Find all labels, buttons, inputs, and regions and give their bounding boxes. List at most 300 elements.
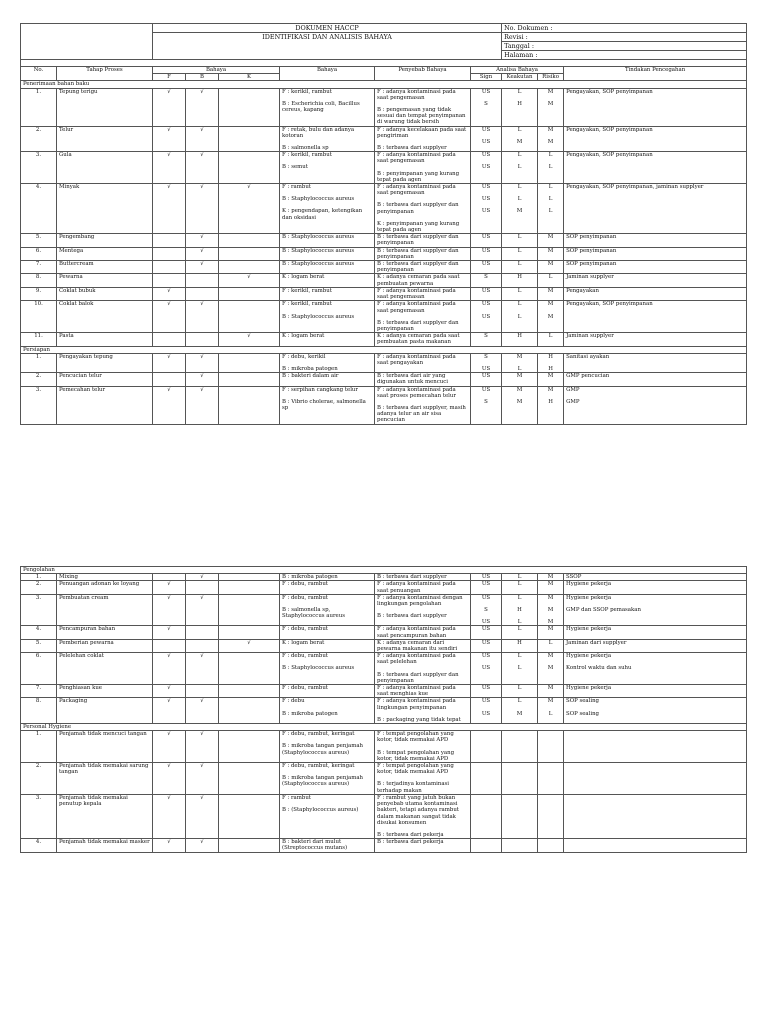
row-penyebab-line: B : terbawa dari supplyer dan penyimpanan [377,671,459,684]
row-sign-line: US [481,138,491,145]
row-penyebab-line: F : adanya kontaminasi dengan lingkungan pengolahan [377,594,463,608]
row-sign [471,234,502,247]
row-k [219,839,280,852]
row-k-line: √ [247,274,251,281]
row-no [21,88,57,126]
row-bahaya-line: B : mikroba patogen [282,365,338,372]
row-k [219,88,280,126]
row-f [153,839,186,852]
table-row [21,731,747,763]
row-b-line: √ [200,373,204,380]
row-penyebab-line: F : adanya kontaminasi pada saat pencampuran bahan [377,626,456,639]
meta-date: Tanggal : [502,42,747,51]
row-keakutan [502,184,538,234]
row-f-line: √ [167,685,171,692]
row-risiko-line: L [548,196,553,203]
row-sign [471,581,502,594]
row-penyebab [375,247,471,260]
row-no-line: 1. [35,731,42,738]
row-keakutan-line: L [517,685,522,692]
row-sign-line: S [484,333,488,340]
row-no-line: 8. [35,274,42,281]
row-bahaya-line: B : (Staphylococcus aureus) [282,807,359,814]
table-row [21,386,747,424]
row-tindakan [564,247,747,260]
row-tahap-line: Telur [59,126,74,133]
row-bahaya-line: B : Staphylococcus aureus [282,261,355,268]
row-no-line: 11. [34,333,43,340]
row-sign-line: US [481,386,491,393]
row-b [186,685,219,698]
table-row [21,653,747,685]
row-keakutan [502,373,538,386]
row-bahaya [280,653,375,685]
row-risiko [538,234,564,247]
row-tindakan-line: GMP [566,386,580,393]
row-tahap [57,373,153,386]
row-tindakan [564,639,747,652]
row-sign [471,386,502,424]
row-tindakan-line: SOP sealing [566,710,599,717]
row-sign-line: US [481,698,491,705]
row-risiko-line: M [547,100,554,107]
row-tahap-line: Mentega [59,247,84,254]
row-bahaya-line: F : rambut [282,184,311,191]
row-keakutan-line: M [516,373,523,380]
row-tahap-line: Penjamah tidak memakai sarung tangan [59,763,149,776]
row-bahaya-line: B : mikroba tangan penjamah (Staphylococcus aureus) [282,775,364,788]
row-f-line: √ [167,287,171,294]
row-tindakan-line: SOP sealing [566,698,599,705]
row-bahaya [280,247,375,260]
row-penyebab-line: F : adanya kontaminasi pada saat pengayakan [377,353,456,366]
row-bahaya-line: B : salmonella sp, Staphylococcus aureus [282,607,345,620]
row-f-line: √ [167,88,171,95]
row-tindakan [564,594,747,626]
row-tahap-line: Tepung terigu [59,88,98,95]
row-penyebab-line: B : terbawa dari supplyer dan penyimpanan [377,202,459,215]
row-bahaya-line: F : debu, rambut [282,626,328,633]
row-tindakan [564,698,747,724]
row-bahaya-line: F : debu, rambut [282,685,328,692]
row-sign [471,274,502,287]
row-penyebab-line: B : terjadinya kontaminasi terhadap makan [377,781,450,794]
row-no [21,386,57,424]
section-row [21,724,747,731]
row-tahap [57,333,153,346]
row-f [153,574,186,581]
row-tindakan-line: Hygiene pekerja [566,626,612,633]
row-keakutan-line: M [516,353,523,360]
row-f [153,333,186,346]
row-b [186,639,219,652]
table-row [21,373,747,386]
row-keakutan-line: L [517,196,522,203]
row-bahaya-line: B : mikroba patogen [282,710,338,717]
row-tindakan [564,653,747,685]
row-bahaya-line: F : debu, rambut, keringat [282,763,355,770]
row-no [21,126,57,152]
row-k [219,581,280,594]
row-b [186,247,219,260]
row-b-line: √ [200,794,204,801]
row-tindakan-line: SOP penyimpanan [566,234,617,241]
row-no-line: 3. [35,594,42,601]
row-b-line: √ [200,88,204,95]
row-bahaya-line: K : logam berat [282,274,325,281]
row-tindakan [564,386,747,424]
row-tindakan [564,763,747,795]
row-risiko-line: L [548,333,553,340]
row-no-line: 2. [35,373,42,380]
row-no [21,234,57,247]
row-k [219,261,280,274]
row-sign-line: US [481,313,491,320]
row-penyebab [375,839,471,852]
row-sign [471,261,502,274]
row-sign-line: US [481,261,491,268]
row-no-line: 5. [35,234,42,241]
row-sign-line: US [481,184,491,191]
row-bahaya [280,763,375,795]
row-sign-line: S [484,100,488,107]
row-k-line: √ [247,184,251,191]
row-risiko-line: M [547,234,554,241]
row-tindakan [564,152,747,184]
row-k-line: √ [247,639,251,646]
row-bahaya [280,287,375,300]
row-sign [471,685,502,698]
row-risiko [538,333,564,346]
row-penyebab [375,274,471,287]
row-bahaya [280,794,375,838]
row-sign-line: S [484,274,488,281]
row-sign [471,594,502,626]
row-sign [471,301,502,333]
col-f: F [153,74,186,81]
row-penyebab [375,763,471,795]
row-penyebab-line: B : terbawa dari supplyer dan penyimpanan [377,234,459,247]
row-k [219,594,280,626]
row-penyebab [375,301,471,333]
row-bahaya-line: F : kerikil, rambut [282,152,332,159]
row-risiko-line: H [548,353,553,360]
row-f-line: √ [167,152,171,159]
row-f-line: √ [167,353,171,360]
row-tahap [57,386,153,424]
row-bahaya-line: B : mikroba tangan penjamah (Staphylococcus aureus) [282,743,364,756]
row-no [21,839,57,852]
row-risiko-line: M [547,88,554,95]
row-risiko-line: M [547,607,554,614]
row-no [21,794,57,838]
row-keakutan-line: L [517,365,522,372]
row-no-line: 2. [35,763,42,770]
col-keakutan: Keakutan [502,74,538,81]
row-risiko-line: M [547,574,554,581]
row-sign-line: S [484,398,488,405]
row-keakutan-line: M [516,386,523,393]
row-penyebab-line: F : adanya kontaminasi pada saat proses pemecahan telur [377,386,456,399]
row-no [21,261,57,274]
row-risiko [538,626,564,639]
row-tahap [57,126,153,152]
row-risiko-line: M [547,653,554,660]
row-f-line: √ [167,386,171,393]
row-f-line: √ [167,594,171,601]
row-risiko-line: M [547,619,554,626]
row-risiko-line: L [548,639,553,646]
row-risiko-line: M [547,594,554,601]
row-sign-line: US [481,653,491,660]
row-b [186,301,219,333]
table-row [21,126,747,152]
row-keakutan [502,794,538,838]
row-bahaya-line: B : Staphylococcus aureus [282,196,355,203]
row-f-line: √ [167,653,171,660]
row-f [153,626,186,639]
row-penyebab-line: F : adanya kontaminasi pada saat penuangan [377,581,456,594]
table-row [21,274,747,287]
row-b [186,287,219,300]
row-b [186,763,219,795]
row-tahap-line: Coklat balok [59,301,94,308]
meta-page: Halaman : [502,51,747,60]
row-b [186,839,219,852]
row-b-line: √ [200,301,204,308]
row-tindakan-line: Kontrol waktu dan suhu [566,665,632,672]
row-f-line: √ [167,763,171,770]
row-sign-line: US [481,287,491,294]
table-row [21,794,747,838]
row-tindakan [564,574,747,581]
row-f-line: √ [167,301,171,308]
row-keakutan-line: L [517,164,522,171]
table-row [21,152,747,184]
row-tahap [57,626,153,639]
row-keakutan-line: L [517,88,522,95]
row-keakutan [502,287,538,300]
row-penyebab-line: K : penyimpanan yang kurang tepat pada agen [377,220,460,234]
row-b [186,594,219,626]
row-bahaya [280,594,375,626]
row-k [219,794,280,838]
row-tindakan [564,731,747,763]
row-keakutan [502,152,538,184]
row-risiko-line: H [548,398,553,405]
row-penyebab-line: B : terbawa dari supplyer [377,145,447,152]
row-f [153,639,186,652]
row-k [219,626,280,639]
row-keakutan-line: L [517,152,522,159]
section-label: Personal Hygiene [21,724,747,731]
row-no [21,685,57,698]
row-f [153,581,186,594]
row-b [186,626,219,639]
row-sign [471,287,502,300]
row-b-line: √ [200,353,204,360]
row-f [153,126,186,152]
row-tahap [57,152,153,184]
row-penyebab-line: K : adanya cemaran pada saat pembuatan pasta makanan [377,333,460,346]
row-no-line: 2. [35,581,42,588]
row-keakutan-line: M [516,138,523,145]
row-keakutan [502,653,538,685]
row-penyebab-line: F : adanya kecelakaan pada saat pengiriman [377,126,467,139]
row-keakutan-line: L [517,287,522,294]
table-row [21,287,747,300]
row-penyebab [375,287,471,300]
table-row [21,594,747,626]
row-penyebab [375,373,471,386]
row-bahaya [280,698,375,724]
row-keakutan [502,301,538,333]
row-sign-line: US [481,365,491,372]
row-risiko [538,763,564,795]
row-bahaya-line: B : Escherichia coli, Bacillus cereus, kapang [282,100,360,114]
row-sign-line: US [481,208,491,215]
row-risiko-line: M [547,247,554,254]
row-penyebab [375,653,471,685]
row-keakutan [502,626,538,639]
meta-revision: Revisi : [502,33,747,42]
row-keakutan-line: L [517,581,522,588]
row-tahap [57,685,153,698]
row-sign [471,626,502,639]
row-b [186,152,219,184]
row-tindakan-line: GMP [566,398,580,405]
table-row [21,301,747,333]
table-row [21,88,747,126]
row-penyebab [375,581,471,594]
row-keakutan [502,88,538,126]
row-no [21,763,57,795]
row-keakutan-line: L [517,247,522,254]
row-keakutan [502,581,538,594]
row-risiko [538,287,564,300]
row-sign [471,333,502,346]
row-penyebab-line: F : adanya kontaminasi pada saat pelelehan [377,653,456,666]
row-no-line: 6. [35,653,42,660]
row-risiko-line: L [548,164,553,171]
row-penyebab-line: B : penyimpanan yang kurang tepat pada agen [377,170,460,183]
row-k [219,574,280,581]
row-tahap [57,301,153,333]
row-tahap [57,574,153,581]
row-f [153,261,186,274]
row-penyebab-line: B : tempat pengolahan yang kotor, tidak memakai APD [377,749,455,762]
row-no [21,301,57,333]
row-tindakan [564,794,747,838]
row-b [186,574,219,581]
row-k [219,698,280,724]
row-b [186,333,219,346]
row-k [219,287,280,300]
row-keakutan-line: L [517,234,522,241]
row-keakutan-line: M [516,398,523,405]
row-k [219,184,280,234]
row-penyebab-line: F : adanya kontaminasi pada saat pengemasan [377,152,456,165]
row-keakutan-line: L [517,665,522,672]
row-k [219,126,280,152]
row-bahaya [280,581,375,594]
doc-title: DOKUMEN HACCP [153,24,502,33]
row-b-line: √ [200,234,204,241]
table-row [21,839,747,852]
table-row [21,626,747,639]
row-keakutan-line: L [517,261,522,268]
row-keakutan-line: L [517,594,522,601]
row-penyebab [375,594,471,626]
row-risiko [538,581,564,594]
row-sign-line: US [481,152,491,159]
row-sign [471,353,502,372]
row-penyebab [375,626,471,639]
row-no [21,639,57,652]
row-sign [471,731,502,763]
row-tindakan-line: Pengayakan, SOP penyimpanan [566,88,653,95]
row-keakutan [502,639,538,652]
row-f-line: √ [167,184,171,191]
row-risiko-line: M [547,665,554,672]
row-bahaya-line: B : bakteri dalam air [282,373,339,380]
row-k [219,274,280,287]
row-tahap-line: Gula [59,152,72,159]
row-penyebab [375,794,471,838]
row-bahaya-line: K : pengendapan, ketengikan dan oksidasi [282,208,363,221]
row-keakutan-line: H [517,639,522,646]
row-keakutan-line: L [517,574,522,581]
row-tahap-line: Pemberian pewarna [59,639,114,646]
row-penyebab [375,353,471,372]
row-b-line: √ [200,184,204,191]
row-keakutan-line: L [517,619,522,626]
row-b-line: √ [200,731,204,738]
row-risiko-line: H [548,365,553,372]
row-tindakan [564,839,747,852]
row-no [21,731,57,763]
row-no-line: 9. [35,287,42,294]
col-sign: Sign [471,74,502,81]
row-penyebab [375,184,471,234]
row-penyebab-line: B : terbawa dari supplyer dan penyimpanan [377,319,459,332]
row-keakutan-line: L [517,301,522,308]
section-label: Pengolahan [21,567,747,574]
row-keakutan-line: H [517,333,522,340]
row-sign-line: US [481,234,491,241]
row-tahap-line: Pemecahan telur [59,386,106,393]
row-penyebab [375,731,471,763]
row-no [21,287,57,300]
row-sign [471,126,502,152]
row-risiko [538,301,564,333]
row-k [219,386,280,424]
row-bahaya [280,386,375,424]
col-b: B [186,74,219,81]
row-tindakan [564,234,747,247]
row-f [153,653,186,685]
row-risiko [538,247,564,260]
row-risiko-line: L [548,208,553,215]
row-penyebab-line: B : packaging yang tidak tepat [377,716,461,723]
table-row [21,184,747,234]
row-b-line: √ [200,839,204,846]
row-penyebab [375,261,471,274]
row-no-line: 3. [35,152,42,159]
row-bahaya [280,126,375,152]
row-keakutan [502,234,538,247]
row-bahaya-line: F : serpihan cangkang telur [282,386,358,393]
